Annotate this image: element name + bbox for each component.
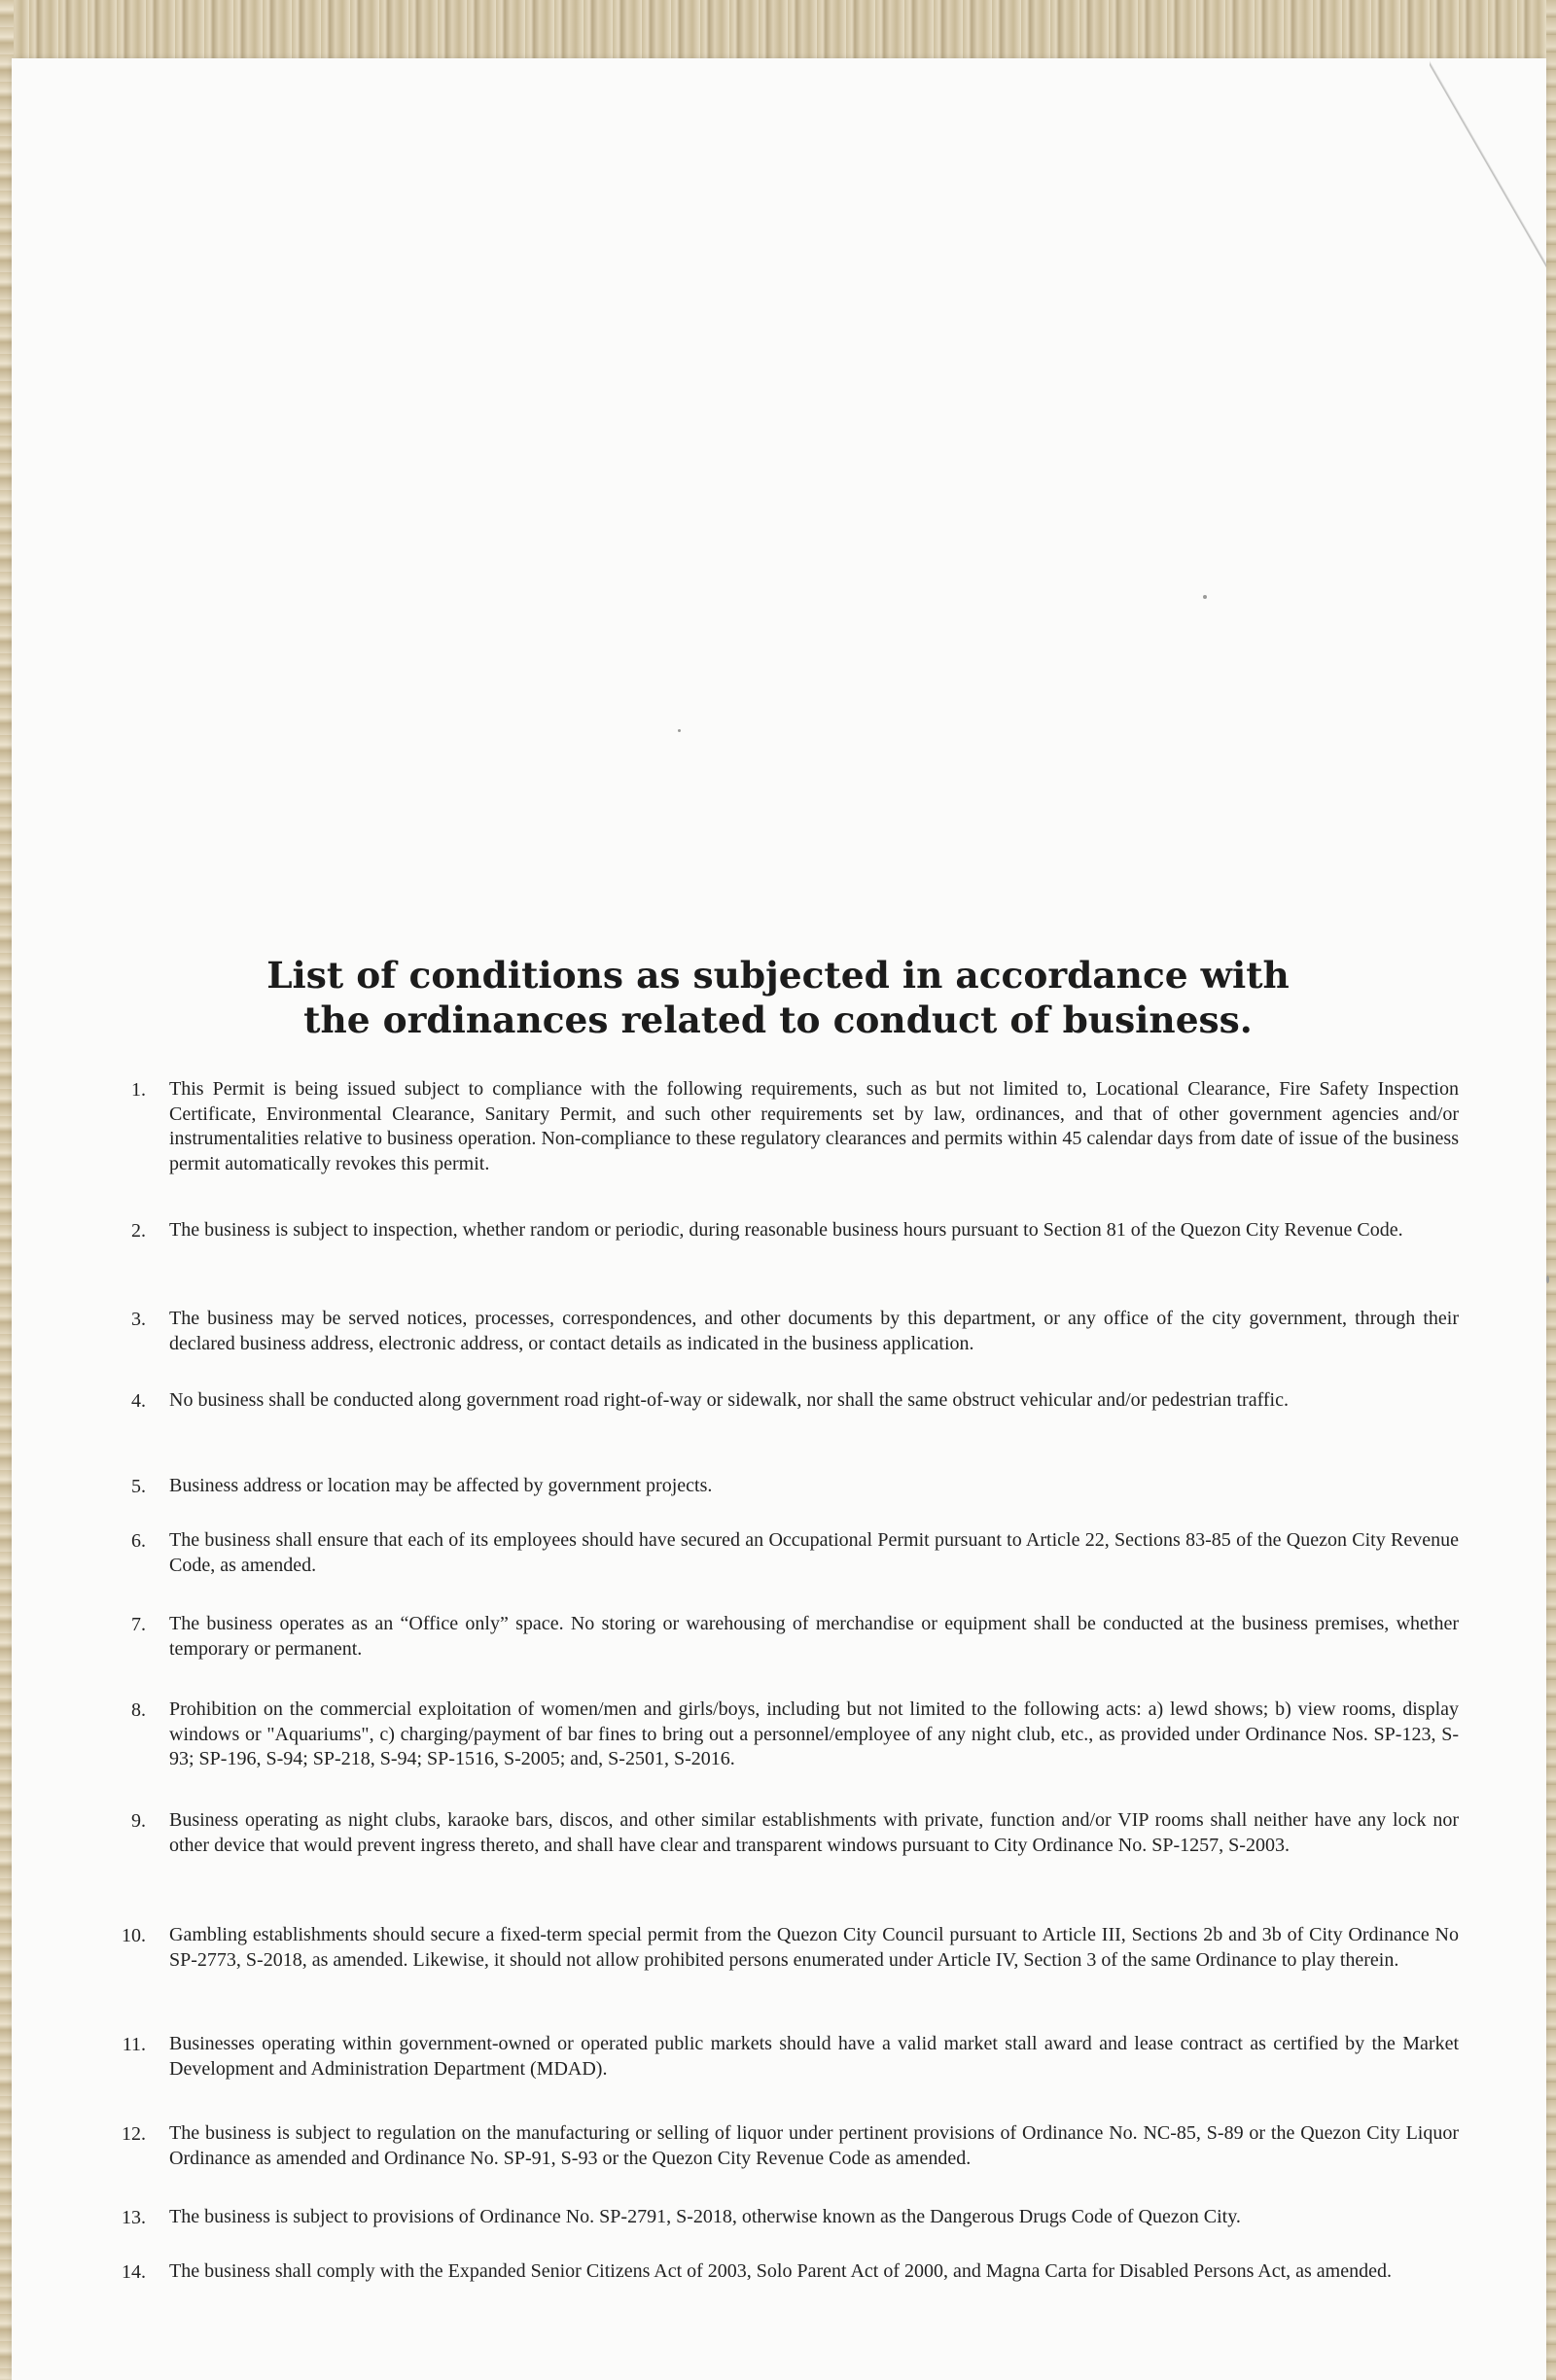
paper-fiber-speck bbox=[1546, 1276, 1549, 1283]
condition-number: 7. bbox=[131, 1614, 146, 1635]
condition-number: 4. bbox=[131, 1390, 146, 1412]
condition-text: No business shall be conducted along government road right-of-way or sidewalk, nor shall the same obstruct vehicular and/or pedestrian traffic. bbox=[169, 1389, 1289, 1411]
condition-number: 6. bbox=[131, 1530, 146, 1552]
condition-text: The business operates as an “Office only” space. No storing or warehousing of merchandise or equipment shall be conducted at the business premises, whether temporary or permanent. bbox=[169, 1613, 1459, 1660]
condition-text: The business shall comply with the Expanded Senior Citizens Act of 2003, Solo Parent Act of 2000, and Magna Carta for Disabled Persons Act, as amended. bbox=[169, 2260, 1392, 2282]
condition-text: The business is subject to inspection, whether random or periodic, during reasonable business hours pursuant to Section 81 of the Quezon City Revenue Code. bbox=[169, 1219, 1403, 1241]
title-line-1: List of conditions as subjected in accordance with bbox=[266, 954, 1290, 997]
condition-text: Prohibition on the commercial exploitation of women/men and girls/boys, including but not limited to the following acts: a) lewd shows; b) view rooms, display windows or "Aquariums", c) charging/payment of bar fines to bring out a personnel/employee of any night club, etc., as provided under Ordinance Nos. SP-123, S-93; SP-196, S-94; SP-218, S-94; SP-1516, S-2005; and, S-2501, S-2016. bbox=[169, 1698, 1459, 1769]
condition-number: 10. bbox=[122, 1925, 146, 1946]
condition-number: 1. bbox=[131, 1079, 146, 1101]
condition-number: 12. bbox=[122, 2123, 146, 2145]
condition-number: 3. bbox=[131, 1309, 146, 1330]
condition-number: 14. bbox=[122, 2261, 146, 2283]
condition-text: The business shall ensure that each of its employees should have secured an Occupational Permit pursuant to Article 22, Sections 83-85 of the Quezon City Revenue Code, as amended. bbox=[169, 1529, 1459, 1576]
condition-text: This Permit is being issued subject to compliance with the following requirements, such as but not limited to, Locational Clearance, Fire Safety Inspection Certificate, Environmental Clearance, Sanitary Permit, and such other requirements set by law, ordinances, and that of other government agencies and/or instrumentalities relative to business operation. Non-compliance to these regulatory clearances and permits within 45 calendar days from date of issue of the business permit automatically revokes this permit. bbox=[169, 1078, 1459, 1174]
page-fold-crease bbox=[1430, 58, 1546, 272]
condition-text: Businesses operating within government-owned or operated public markets should have a valid market stall award and lease contract as certified by the Market Development and Administration Department (MDAD). bbox=[169, 2033, 1459, 2080]
condition-text: The business may be served notices, processes, correspondences, and other documents by this department, or any office of the city government, through their declared business address, electronic address, or contact details as indicated in the business application. bbox=[169, 1308, 1459, 1354]
condition-text: The business is subject to regulation on the manufacturing or selling of liquor under pertinent provisions of Ordinance No. NC-85, S-89 or the Quezon City Liquor Ordinance as amended and Ordinance No. SP-91, S-93 or the Quezon City Revenue Code as amended. bbox=[169, 2122, 1459, 2169]
title-line-2: the ordinances related to conduct of business. bbox=[303, 998, 1253, 1041]
condition-text: Gambling establishments should secure a fixed-term special permit from the Quezon City Council pursuant to Article III, Sections 2b and 3b of City Ordinance No SP-2773, S-2018, as amended. Likewise, it should not allow prohibited persons enumerated under Article IV, Section 3 of the same Ordinance to play therein. bbox=[169, 1924, 1459, 1971]
condition-number: 8. bbox=[131, 1699, 146, 1721]
condition-text: Business address or location may be affected by government projects. bbox=[169, 1475, 713, 1496]
paper-fiber-speck bbox=[678, 729, 681, 732]
condition-text: The business is subject to provisions of Ordinance No. SP-2791, S-2018, otherwise known as the Dangerous Drugs Code of Quezon City. bbox=[169, 2206, 1241, 2227]
page-title bbox=[233, 953, 1323, 1042]
paper-fiber-speck bbox=[1203, 595, 1207, 599]
condition-number: 13. bbox=[122, 2207, 146, 2228]
background-wood-right bbox=[1546, 0, 1556, 2380]
condition-number: 2. bbox=[131, 1220, 146, 1242]
condition-number: 9. bbox=[131, 1810, 146, 1832]
condition-text: Business operating as night clubs, karaoke bars, discos, and other similar establishments with private, function and/or VIP rooms shall neither have any lock nor other device that would prevent ingress thereto, and shall have clear and transparent windows pursuant to City Ordinance No. SP-1257, S-2003. bbox=[169, 1809, 1459, 1856]
condition-number: 5. bbox=[131, 1476, 146, 1497]
condition-number: 11. bbox=[122, 2034, 146, 2055]
